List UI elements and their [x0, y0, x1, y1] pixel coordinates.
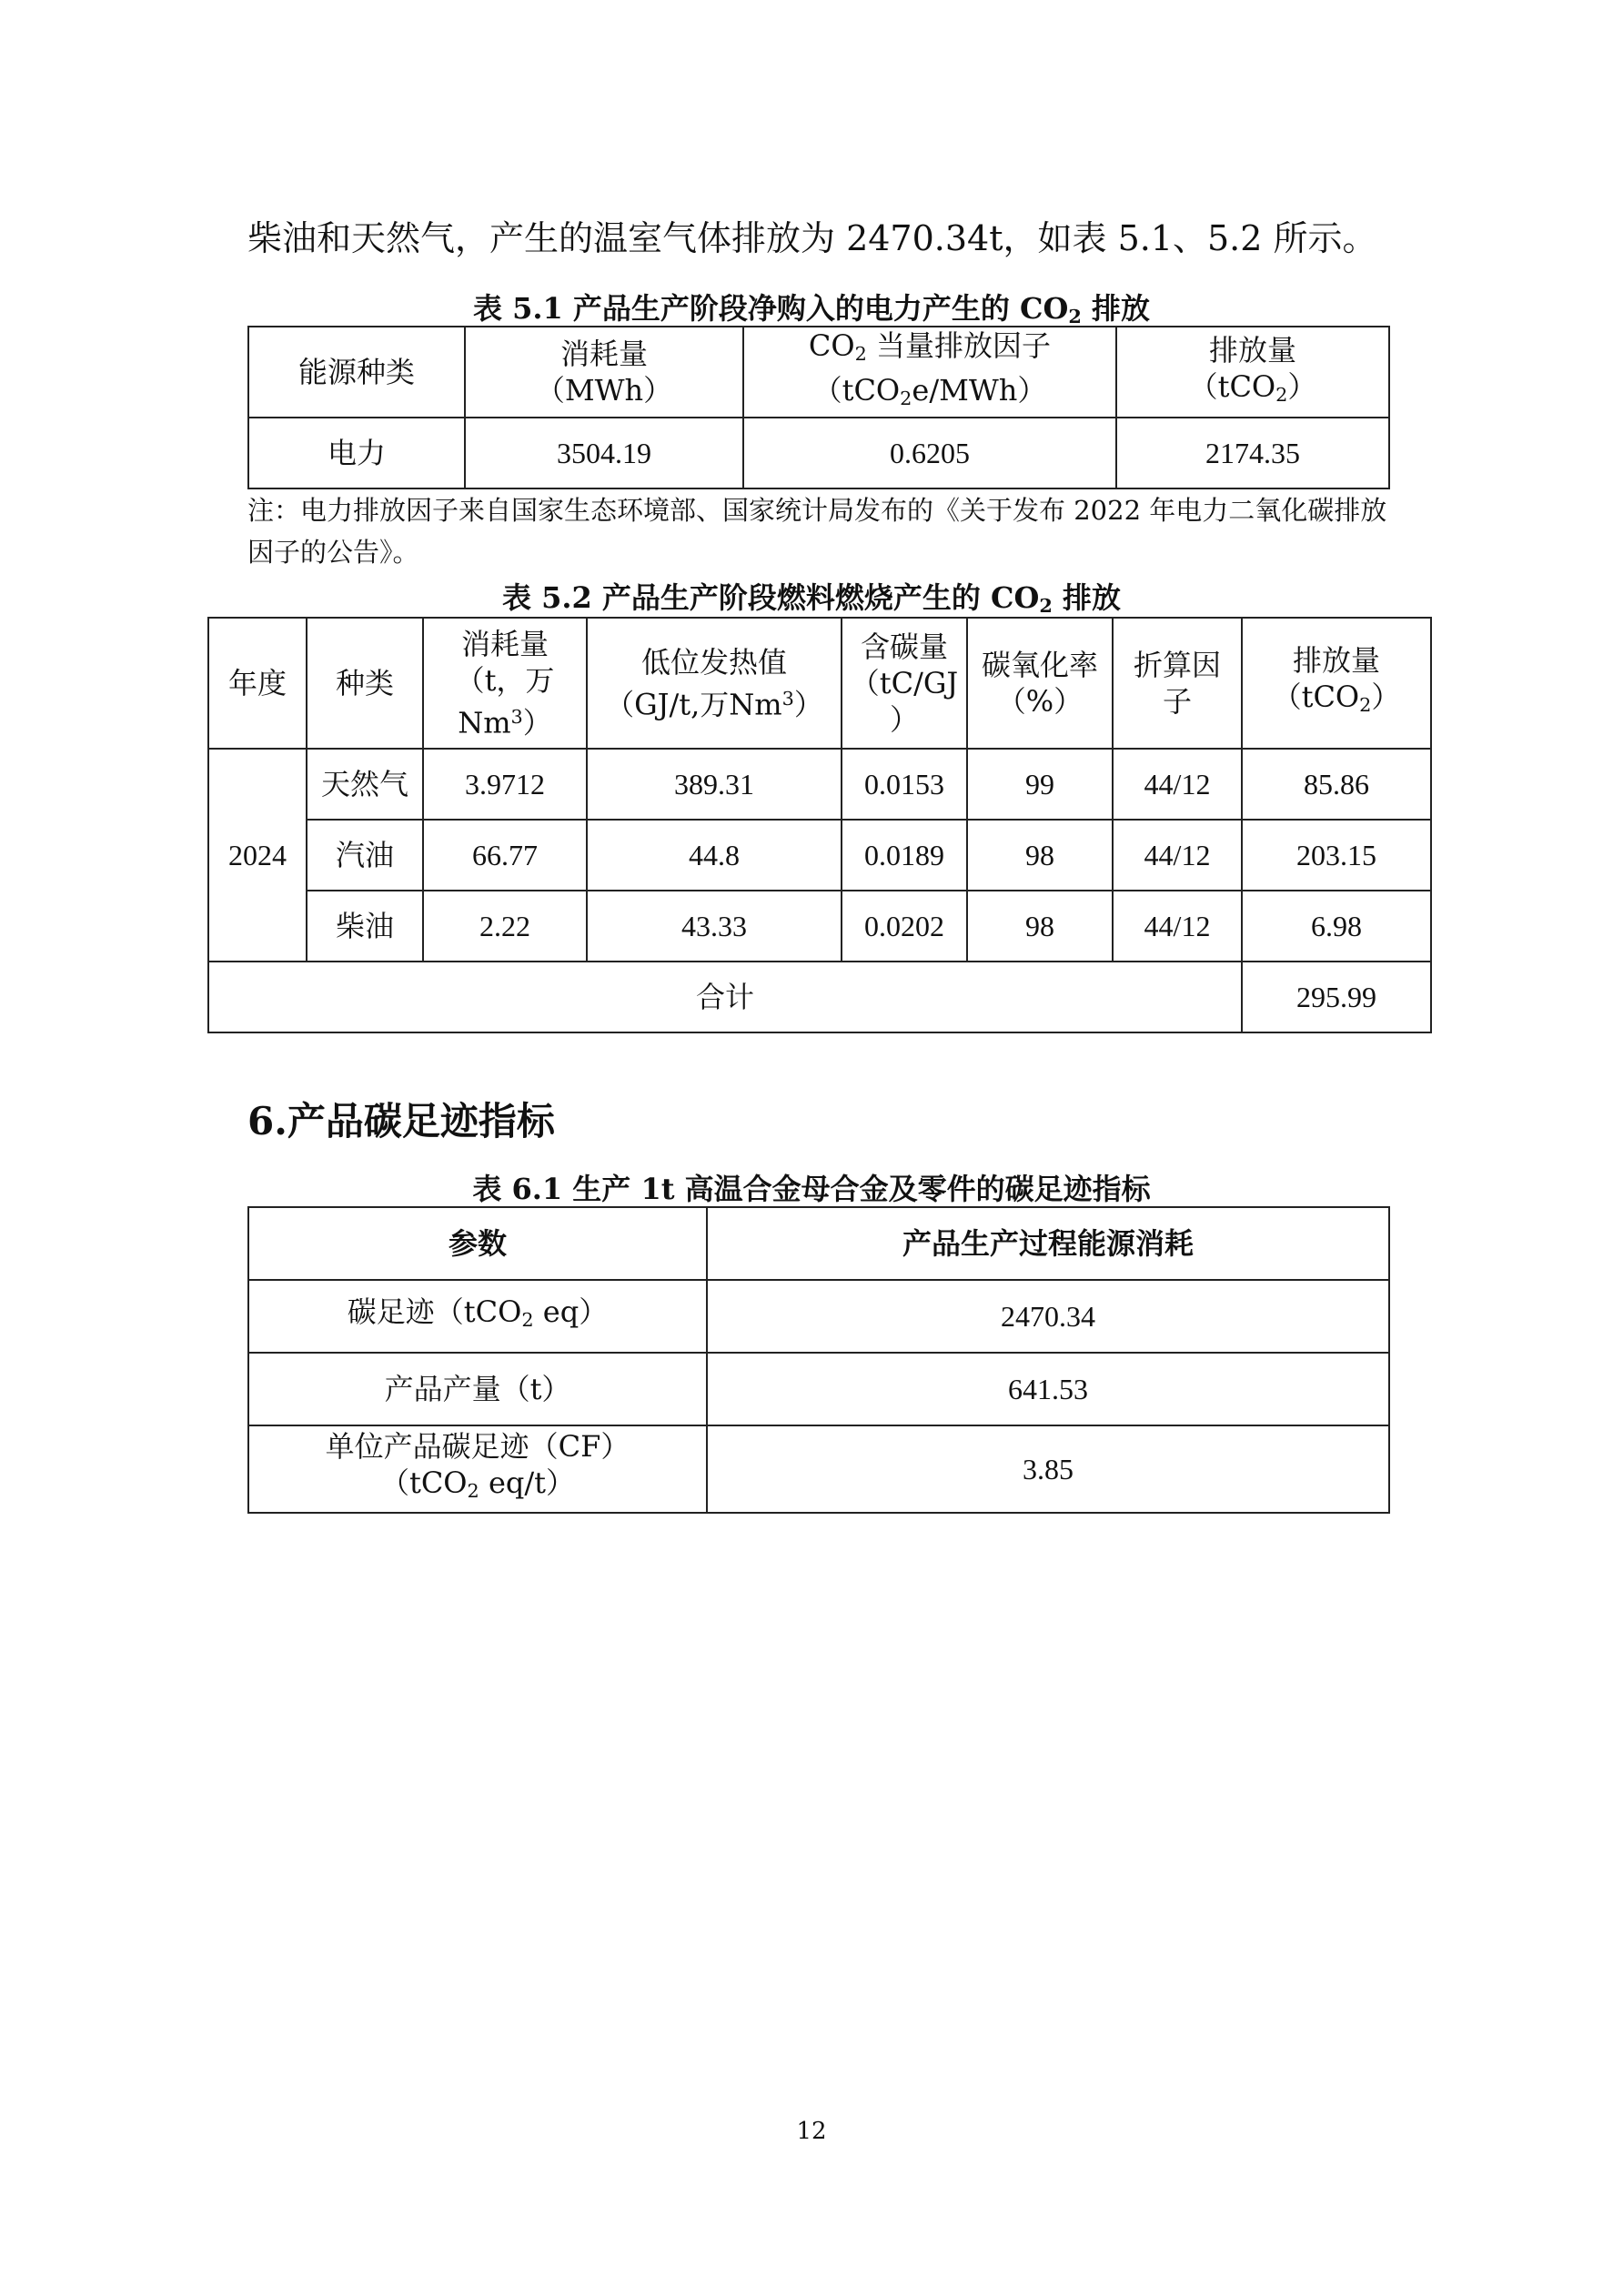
header-consumption: 消耗量 （t，万 Nm$^3$） — [423, 618, 587, 749]
cell-unit-cf-label: 单位产品碳足迹（CF） （tCO$_2$ eq/t） — [248, 1425, 707, 1513]
section-heading: 6.产品碳足迹指标 — [247, 1099, 555, 1143]
header-energy-type: 能源种类 — [248, 327, 465, 418]
cell-total-value: 295.99 — [1242, 962, 1431, 1032]
table-5-2-header-row — [208, 618, 1431, 749]
cell-emission: 6.98 — [1242, 891, 1431, 962]
table-5-2-caption: 表 5.2 产品生产阶段燃料燃烧产生的 $CO_2$ 排放 — [501, 580, 1122, 618]
cell-conversion: 44/12 — [1113, 891, 1242, 962]
cell-ncv: 43.33 — [587, 891, 842, 962]
table-row — [248, 1425, 1389, 1513]
table-row — [208, 749, 1431, 820]
table-row — [248, 1353, 1389, 1425]
header-energy-consumption: 产品生产过程能源消耗 — [707, 1207, 1389, 1280]
header-emission: 排放量 （tCO$_2$） — [1242, 618, 1431, 749]
cell-kind: 柴油 — [307, 891, 423, 962]
cell-carbon-footprint-value: 2470.34 — [707, 1280, 1389, 1353]
header-conversion-factor: 折算因 子 — [1113, 618, 1242, 749]
intro-paragraph: 柴油和天然气，产生的温室气体排放为 2470.34t，如表 5.1、5.2 所示。 — [247, 218, 1377, 258]
cell-carbon-footprint-label: 碳足迹（tCO$_2$ eq） — [248, 1280, 707, 1353]
cell-conversion: 44/12 — [1113, 749, 1242, 820]
cell-oxidation: 98 — [967, 820, 1113, 891]
header-carbon-content: 含碳量 （tC/GJ ） — [842, 618, 967, 749]
cell-kind: 天然气 — [307, 749, 423, 820]
table-5-2 — [207, 617, 1432, 1033]
header-oxidation-rate: 碳氧化率 （%） — [967, 618, 1113, 749]
cell-carbon: 0.0202 — [842, 891, 967, 962]
header-consumption: 消耗量 （MWh） — [465, 327, 743, 418]
table-5-1 — [247, 326, 1390, 489]
cell-consumption: 66.77 — [423, 820, 587, 891]
table-6-1-caption: 表 6.1 生产 1t 高温合金母合金及零件的碳足迹指标 — [472, 1172, 1151, 1206]
table-row — [248, 1280, 1389, 1353]
cell-factor: 0.6205 — [743, 418, 1116, 488]
table-row — [208, 820, 1431, 891]
cell-oxidation: 98 — [967, 891, 1113, 962]
cell-oxidation: 99 — [967, 749, 1113, 820]
cell-energy-type: 电力 — [248, 418, 465, 488]
cell-carbon: 0.0189 — [842, 820, 967, 891]
cell-ncv: 389.31 — [587, 749, 842, 820]
cell-consumption: 2.22 — [423, 891, 587, 962]
table-total-row — [208, 962, 1431, 1032]
cell-year: 2024 — [208, 749, 307, 962]
cell-output-label: 产品产量（t） — [248, 1353, 707, 1425]
header-kind: 种类 — [307, 618, 423, 749]
cell-consumption: 3504.19 — [465, 418, 743, 488]
cell-emission: 85.86 — [1242, 749, 1431, 820]
cell-consumption: 3.9712 — [423, 749, 587, 820]
table-5-1-note: 注：电力排放因子来自国家生态环境部、国家统计局发布的《关于发布 2022 年电力二氧化碳排放因子的公告》。 — [247, 495, 1387, 568]
cell-emission: 2174.35 — [1116, 418, 1389, 488]
table-5-1-caption: 表 5.1 产品生产阶段净购入的电力产生的 $CO_2$ 排放 — [472, 291, 1151, 328]
cell-conversion: 44/12 — [1113, 820, 1242, 891]
table-6-1 — [247, 1206, 1390, 1514]
cell-emission: 203.15 — [1242, 820, 1431, 891]
cell-total-label: 合计 — [208, 962, 1242, 1032]
header-ncv: 低位发热值 （GJ/t,万Nm$^3$） — [587, 618, 842, 749]
cell-unit-cf-value: 3.85 — [707, 1425, 1389, 1513]
cell-ncv: 44.8 — [587, 820, 842, 891]
table-row — [248, 418, 1389, 488]
header-emission: 排放量 （tCO$_2$） — [1116, 327, 1389, 418]
cell-output-value: 641.53 — [707, 1353, 1389, 1425]
cell-kind: 汽油 — [307, 820, 423, 891]
page-number: 12 — [796, 2118, 827, 2145]
table-5-1-header-row — [248, 327, 1389, 418]
table-6-1-header-row — [248, 1207, 1389, 1280]
header-year: 年度 — [208, 618, 307, 749]
cell-carbon: 0.0153 — [842, 749, 967, 820]
header-emission-factor: $CO_2$ 当量排放因子 （tCO$_2$e/MWh） — [743, 327, 1116, 418]
table-row — [208, 891, 1431, 962]
header-parameter: 参数 — [248, 1207, 707, 1280]
